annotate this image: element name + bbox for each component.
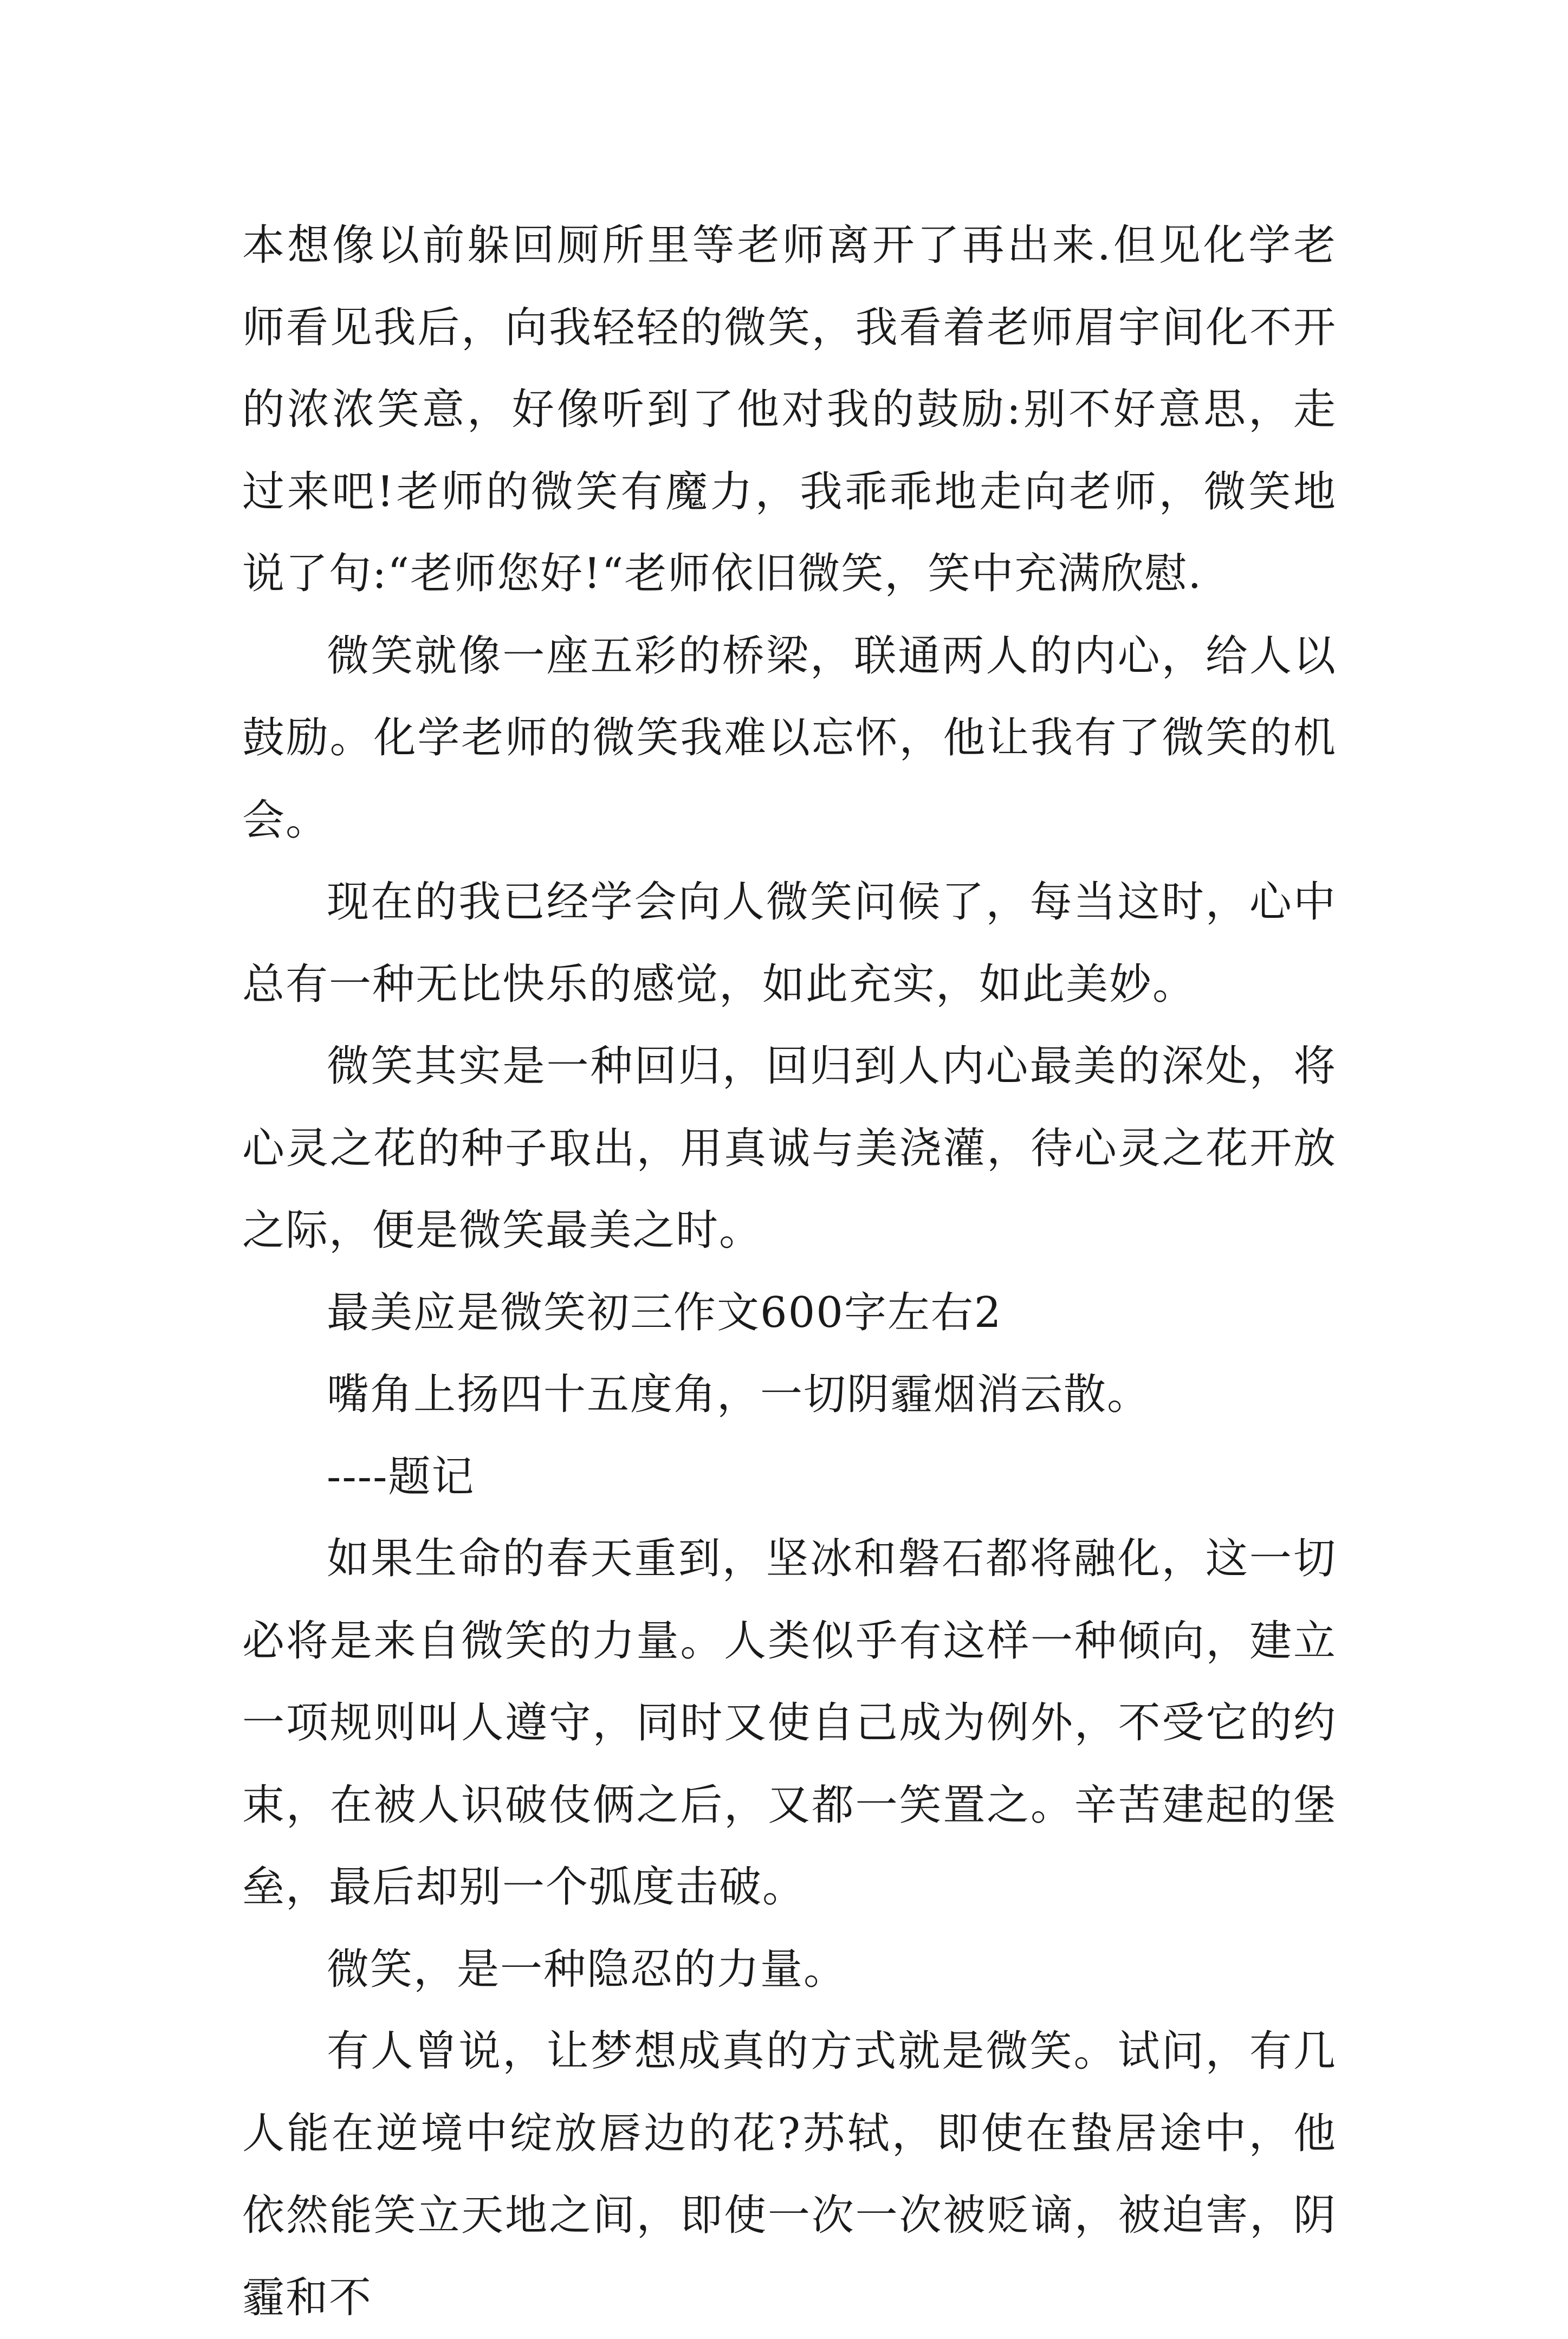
paragraph-3: 现在的我已经学会向人微笑问候了，每当这时，心中总有一种无比快乐的感觉，如此充实，如此美妙。 [242, 878, 1337, 1009]
paragraph-4: 微笑其实是一种回归，回归到人内心最美的深处，将心灵之花的种子取出，用真诚与美浇灌，待心灵之花开放之际，便是微笑最美之时。 [242, 1042, 1337, 1255]
epigraph-attribution: ----题记 [327, 1452, 475, 1501]
paragraph-2: 微笑就像一座五彩的桥梁，联通两人的内心，给人以鼓励。化学老师的微笑我难以忘怀，他让我有了微笑的机会。 [242, 631, 1337, 845]
paragraph-6: 微笑，是一种隐忍的力量。 [327, 1945, 847, 1994]
section-title: 最美应是微笑初三作文600字左右2 [327, 1288, 1002, 1337]
paragraph-7: 有人曾说，让梦想成真的方式就是微笑。试问，有几人能在逆境中绽放唇边的花?苏轼，即使在蛰居途中，他依然能笑立天地之间，即使一次一次被贬谪，被迫害，阴霾和不 [242, 2027, 1337, 2322]
body-text [242, 205, 1337, 2339]
paragraph-1: 本想像以前躲回厕所里等老师离开了再出来.但见化学老师看见我后，向我轻轻的微笑，我看着老师眉宇间化不开的浓浓笑意，好像听到了他对我的鼓励:别不好意思，走过来吧!老师的微笑有魔力，我乖乖地走向老师，微笑地说了句:“老师您好!“老师依旧微笑，笑中充满欣慰. [242, 221, 1337, 598]
epigraph: 嘴角上扬四十五度角，一切阴霾烟消云散。 [327, 1370, 1151, 1419]
paragraph-5: 如果生命的春天重到，坚冰和磐石都将融化，这一切必将是来自微笑的力量。人类似乎有这样一种倾向，建立一项规则叫人遵守，同时又使自己成为例外，不受它的约束，在被人识破伎俩之后，又都一笑置之。辛苦建起的堡垒，最后却别一个弧度击破。 [242, 1534, 1337, 1912]
